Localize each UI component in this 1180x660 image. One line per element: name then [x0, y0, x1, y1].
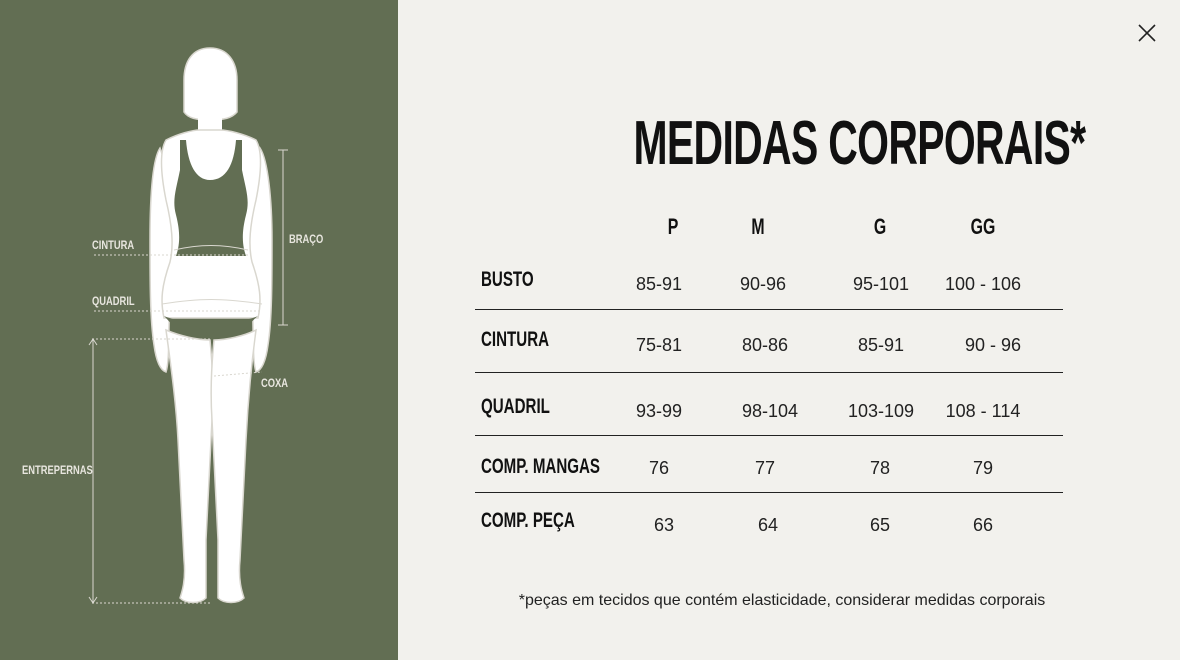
table-cell: 90-96 [739, 274, 787, 294]
label-cintura: CINTURA [92, 238, 135, 252]
body-diagram-panel [0, 0, 398, 660]
footnote: *peças em tecidos que contém elasticidade, considerar medidas corporais [518, 592, 1046, 609]
table-cell: 65 [869, 515, 891, 535]
close-icon [1132, 18, 1162, 48]
table-cell: 108 - 114 [945, 401, 1021, 421]
table-cell: 103-109 [847, 401, 915, 421]
row-label-busto: BUSTO [481, 268, 534, 291]
table-cell: 79 [972, 458, 994, 478]
label-quadril: QUADRIL [92, 294, 135, 308]
table-cell: 95-101 [852, 274, 910, 294]
row-divider [475, 435, 1063, 436]
body-silhouette [0, 0, 398, 660]
close-button[interactable] [1132, 18, 1162, 48]
table-cell: 90 - 96 [964, 335, 1022, 355]
table-cell: 75-81 [635, 335, 683, 355]
table-cell: 64 [757, 515, 779, 535]
size-header-gg: GG [970, 214, 996, 239]
label-entrepernas: ENTREPERNAS [22, 463, 93, 477]
table-cell: 76 [648, 458, 670, 478]
table-cell: 93-99 [635, 401, 683, 421]
size-header-g: G [873, 214, 887, 239]
row-divider [475, 372, 1063, 373]
size-header-m: M [751, 214, 765, 239]
row-divider [475, 309, 1063, 310]
row-label-comp-peca: COMP. PEÇA [481, 509, 575, 532]
row-label-cintura: CINTURA [481, 328, 550, 351]
label-coxa: COXA [261, 376, 289, 390]
row-label-comp-mangas: COMP. MANGAS [481, 455, 601, 478]
row-label-quadril: QUADRIL [481, 395, 550, 418]
table-cell: 63 [653, 515, 675, 535]
table-cell: 78 [869, 458, 891, 478]
table-cell: 100 - 106 [944, 274, 1022, 294]
page-title: MEDIDAS CORPORAIS* [633, 109, 1086, 178]
row-divider [475, 492, 1063, 493]
table-cell: 80-86 [741, 335, 789, 355]
label-braco: BRAÇO [289, 232, 324, 246]
table-cell: 85-91 [635, 274, 683, 294]
table-cell: 98-104 [741, 401, 799, 421]
table-cell: 66 [972, 515, 994, 535]
table-cell: 77 [754, 458, 776, 478]
size-header-p: P [667, 214, 679, 239]
table-cell: 85-91 [857, 335, 905, 355]
